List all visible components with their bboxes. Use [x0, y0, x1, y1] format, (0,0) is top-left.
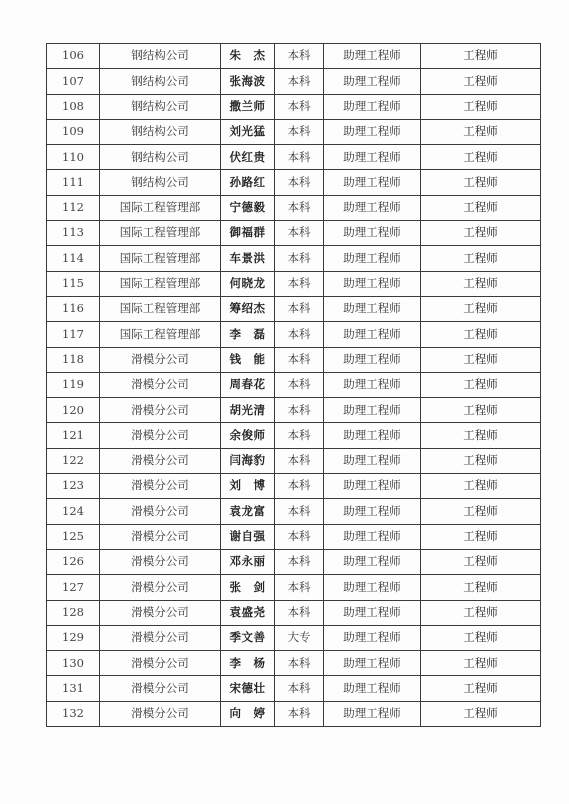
proposed-title-cell: 工程师 [421, 94, 541, 119]
row-number-cell: 108 [47, 94, 100, 119]
roster-table [46, 43, 541, 727]
table-row [47, 246, 541, 271]
current-title-cell: 助理工程师 [324, 474, 421, 499]
table-row [47, 145, 541, 170]
unit-cell: 滑模分公司 [100, 347, 221, 372]
education-cell: 本科 [275, 701, 324, 726]
proposed-title-cell: 工程师 [421, 69, 541, 94]
current-title-cell: 助理工程师 [324, 372, 421, 397]
person-name-cell: 李 杨 [221, 651, 275, 676]
row-number-cell: 106 [47, 44, 100, 69]
education-cell: 本科 [275, 94, 324, 119]
proposed-title-cell: 工程师 [421, 549, 541, 574]
table-row [47, 372, 541, 397]
person-name-cell: 向 婷 [221, 701, 275, 726]
proposed-title-cell: 工程师 [421, 44, 541, 69]
proposed-title-cell: 工程师 [421, 195, 541, 220]
current-title-cell: 助理工程师 [324, 651, 421, 676]
proposed-title-cell: 工程师 [421, 600, 541, 625]
education-cell: 本科 [275, 600, 324, 625]
person-name-cell: 刘 博 [221, 474, 275, 499]
proposed-title-cell: 工程师 [421, 119, 541, 144]
person-name-cell: 张海波 [221, 69, 275, 94]
education-cell: 本科 [275, 119, 324, 144]
education-cell: 本科 [275, 448, 324, 473]
education-cell: 本科 [275, 322, 324, 347]
person-name-cell: 朱 杰 [221, 44, 275, 69]
unit-cell: 钢结构公司 [100, 119, 221, 144]
row-number-cell: 111 [47, 170, 100, 195]
unit-cell: 滑模分公司 [100, 676, 221, 701]
person-name-cell: 袁盛尧 [221, 600, 275, 625]
education-cell: 本科 [275, 423, 324, 448]
current-title-cell: 助理工程师 [324, 44, 421, 69]
row-number-cell: 122 [47, 448, 100, 473]
unit-cell: 国际工程管理部 [100, 322, 221, 347]
education-cell: 本科 [275, 221, 324, 246]
person-name-cell: 谢自强 [221, 524, 275, 549]
person-name-cell: 李 磊 [221, 322, 275, 347]
education-cell: 本科 [275, 575, 324, 600]
education-cell: 本科 [275, 474, 324, 499]
proposed-title-cell: 工程师 [421, 145, 541, 170]
row-number-cell: 126 [47, 549, 100, 574]
person-name-cell: 孙路红 [221, 170, 275, 195]
current-title-cell: 助理工程师 [324, 119, 421, 144]
unit-cell: 钢结构公司 [100, 145, 221, 170]
proposed-title-cell: 工程师 [421, 701, 541, 726]
current-title-cell: 助理工程师 [324, 398, 421, 423]
row-number-cell: 119 [47, 372, 100, 397]
person-name-cell: 季文善 [221, 625, 275, 650]
person-name-cell: 刘光猛 [221, 119, 275, 144]
row-number-cell: 120 [47, 398, 100, 423]
person-name-cell: 张 剑 [221, 575, 275, 600]
table-row [47, 119, 541, 144]
table-row [47, 651, 541, 676]
proposed-title-cell: 工程师 [421, 246, 541, 271]
current-title-cell: 助理工程师 [324, 423, 421, 448]
education-cell: 本科 [275, 499, 324, 524]
row-number-cell: 125 [47, 524, 100, 549]
table-row [47, 296, 541, 321]
row-number-cell: 124 [47, 499, 100, 524]
proposed-title-cell: 工程师 [421, 423, 541, 448]
unit-cell: 钢结构公司 [100, 69, 221, 94]
education-cell: 本科 [275, 145, 324, 170]
unit-cell: 国际工程管理部 [100, 246, 221, 271]
person-name-cell: 余俊师 [221, 423, 275, 448]
unit-cell: 滑模分公司 [100, 524, 221, 549]
proposed-title-cell: 工程师 [421, 271, 541, 296]
proposed-title-cell: 工程师 [421, 499, 541, 524]
table-row [47, 474, 541, 499]
education-cell: 本科 [275, 69, 324, 94]
row-number-cell: 128 [47, 600, 100, 625]
table-row [47, 347, 541, 372]
row-number-cell: 123 [47, 474, 100, 499]
unit-cell: 滑模分公司 [100, 448, 221, 473]
person-name-cell: 宁德毅 [221, 195, 275, 220]
unit-cell: 钢结构公司 [100, 94, 221, 119]
education-cell: 本科 [275, 246, 324, 271]
current-title-cell: 助理工程师 [324, 221, 421, 246]
unit-cell: 滑模分公司 [100, 701, 221, 726]
education-cell: 本科 [275, 296, 324, 321]
person-name-cell: 撒兰师 [221, 94, 275, 119]
current-title-cell: 助理工程师 [324, 322, 421, 347]
row-number-cell: 112 [47, 195, 100, 220]
row-number-cell: 127 [47, 575, 100, 600]
proposed-title-cell: 工程师 [421, 448, 541, 473]
row-number-cell: 114 [47, 246, 100, 271]
education-cell: 本科 [275, 372, 324, 397]
person-name-cell: 车景洪 [221, 246, 275, 271]
proposed-title-cell: 工程师 [421, 398, 541, 423]
person-name-cell: 周春花 [221, 372, 275, 397]
education-cell: 本科 [275, 347, 324, 372]
unit-cell: 国际工程管理部 [100, 271, 221, 296]
unit-cell: 滑模分公司 [100, 651, 221, 676]
proposed-title-cell: 工程师 [421, 575, 541, 600]
table-row [47, 600, 541, 625]
education-cell: 本科 [275, 676, 324, 701]
current-title-cell: 助理工程师 [324, 575, 421, 600]
unit-cell: 滑模分公司 [100, 474, 221, 499]
proposed-title-cell: 工程师 [421, 221, 541, 246]
person-name-cell: 袁龙富 [221, 499, 275, 524]
education-cell: 大专 [275, 625, 324, 650]
table-row [47, 322, 541, 347]
unit-cell: 滑模分公司 [100, 499, 221, 524]
table-row [47, 221, 541, 246]
row-number-cell: 130 [47, 651, 100, 676]
person-name-cell: 钱 能 [221, 347, 275, 372]
unit-cell: 滑模分公司 [100, 423, 221, 448]
proposed-title-cell: 工程师 [421, 524, 541, 549]
row-number-cell: 113 [47, 221, 100, 246]
row-number-cell: 115 [47, 271, 100, 296]
row-number-cell: 129 [47, 625, 100, 650]
current-title-cell: 助理工程师 [324, 600, 421, 625]
unit-cell: 国际工程管理部 [100, 195, 221, 220]
current-title-cell: 助理工程师 [324, 271, 421, 296]
education-cell: 本科 [275, 524, 324, 549]
proposed-title-cell: 工程师 [421, 322, 541, 347]
table-row [47, 499, 541, 524]
proposed-title-cell: 工程师 [421, 474, 541, 499]
table-row [47, 676, 541, 701]
education-cell: 本科 [275, 549, 324, 574]
proposed-title-cell: 工程师 [421, 296, 541, 321]
current-title-cell: 助理工程师 [324, 246, 421, 271]
unit-cell: 滑模分公司 [100, 575, 221, 600]
row-number-cell: 131 [47, 676, 100, 701]
proposed-title-cell: 工程师 [421, 651, 541, 676]
row-number-cell: 121 [47, 423, 100, 448]
current-title-cell: 助理工程师 [324, 448, 421, 473]
person-name-cell: 邓永丽 [221, 549, 275, 574]
row-number-cell: 107 [47, 69, 100, 94]
person-name-cell: 胡光清 [221, 398, 275, 423]
table-row [47, 170, 541, 195]
current-title-cell: 助理工程师 [324, 524, 421, 549]
education-cell: 本科 [275, 651, 324, 676]
person-name-cell: 御福群 [221, 221, 275, 246]
table-row [47, 271, 541, 296]
unit-cell: 滑模分公司 [100, 398, 221, 423]
proposed-title-cell: 工程师 [421, 347, 541, 372]
current-title-cell: 助理工程师 [324, 170, 421, 195]
current-title-cell: 助理工程师 [324, 296, 421, 321]
proposed-title-cell: 工程师 [421, 676, 541, 701]
row-number-cell: 110 [47, 145, 100, 170]
table-row [47, 701, 541, 726]
table-row [47, 94, 541, 119]
unit-cell: 钢结构公司 [100, 44, 221, 69]
current-title-cell: 助理工程师 [324, 94, 421, 119]
person-name-cell: 筹绍杰 [221, 296, 275, 321]
education-cell: 本科 [275, 195, 324, 220]
table-row [47, 549, 541, 574]
table-row [47, 575, 541, 600]
table-row [47, 448, 541, 473]
education-cell: 本科 [275, 44, 324, 69]
row-number-cell: 132 [47, 701, 100, 726]
row-number-cell: 118 [47, 347, 100, 372]
current-title-cell: 助理工程师 [324, 549, 421, 574]
current-title-cell: 助理工程师 [324, 625, 421, 650]
row-number-cell: 116 [47, 296, 100, 321]
person-name-cell: 何晓龙 [221, 271, 275, 296]
proposed-title-cell: 工程师 [421, 372, 541, 397]
person-name-cell: 伏红贵 [221, 145, 275, 170]
education-cell: 本科 [275, 271, 324, 296]
row-number-cell: 117 [47, 322, 100, 347]
current-title-cell: 助理工程师 [324, 701, 421, 726]
unit-cell: 滑模分公司 [100, 600, 221, 625]
unit-cell: 滑模分公司 [100, 372, 221, 397]
current-title-cell: 助理工程师 [324, 499, 421, 524]
current-title-cell: 助理工程师 [324, 145, 421, 170]
row-number-cell: 109 [47, 119, 100, 144]
table-row [47, 423, 541, 448]
person-name-cell: 宋德壮 [221, 676, 275, 701]
unit-cell: 国际工程管理部 [100, 221, 221, 246]
table-row [47, 625, 541, 650]
unit-cell: 国际工程管理部 [100, 296, 221, 321]
proposed-title-cell: 工程师 [421, 625, 541, 650]
current-title-cell: 助理工程师 [324, 195, 421, 220]
proposed-title-cell: 工程师 [421, 170, 541, 195]
person-name-cell: 闫海豹 [221, 448, 275, 473]
table-row [47, 44, 541, 69]
education-cell: 本科 [275, 170, 324, 195]
current-title-cell: 助理工程师 [324, 69, 421, 94]
table-row [47, 195, 541, 220]
unit-cell: 滑模分公司 [100, 549, 221, 574]
current-title-cell: 助理工程师 [324, 676, 421, 701]
current-title-cell: 助理工程师 [324, 347, 421, 372]
table-row [47, 69, 541, 94]
unit-cell: 钢结构公司 [100, 170, 221, 195]
table-row [47, 524, 541, 549]
table-row [47, 398, 541, 423]
roster-table-body [47, 44, 541, 727]
education-cell: 本科 [275, 398, 324, 423]
unit-cell: 滑模分公司 [100, 625, 221, 650]
